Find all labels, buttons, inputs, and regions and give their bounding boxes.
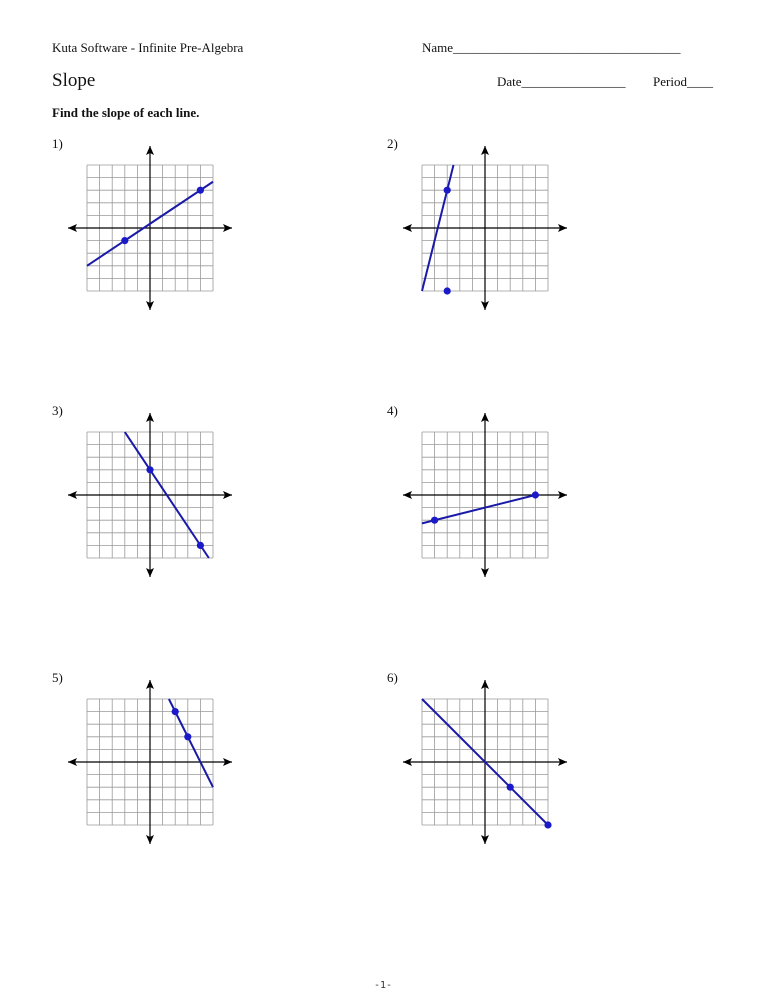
problem-5-number: 5)	[52, 670, 63, 685]
worksheet-title: Slope	[52, 70, 96, 91]
plotted-point-2	[184, 733, 191, 740]
plotted-point-1	[507, 784, 514, 791]
date-field-label: Date________________	[497, 74, 626, 89]
plotted-point-1	[121, 237, 128, 244]
plotted-point-1	[146, 466, 153, 473]
software-label: Kuta Software - Infinite Pre-Algebra	[52, 40, 244, 55]
problem-3-graph	[64, 409, 236, 581]
problem-6-graph	[399, 676, 571, 848]
plotted-point-1	[172, 708, 179, 715]
instructions: Find the slope of each line.	[52, 105, 200, 120]
problem-1-number: 1)	[52, 136, 63, 151]
problem-4-graph	[399, 409, 571, 581]
problem-1-graph	[64, 142, 236, 314]
plotted-point-1	[431, 517, 438, 524]
plotted-point-1	[444, 287, 451, 294]
axes	[68, 413, 232, 577]
name-field-label: Name___________________________________	[422, 40, 681, 55]
plotted-point-2	[197, 187, 204, 194]
problem-5-graph	[64, 676, 236, 848]
plotted-point-2	[444, 187, 451, 194]
axes	[68, 680, 232, 844]
problem-3-number: 3)	[52, 403, 63, 418]
problem-2-number: 2)	[387, 136, 398, 151]
plotted-point-2	[197, 542, 204, 549]
plotted-line	[422, 495, 535, 523]
period-field-label: Period____	[653, 74, 713, 89]
problem-4-number: 4)	[387, 403, 398, 418]
problem-6-number: 6)	[387, 670, 398, 685]
plotted-point-2	[532, 491, 539, 498]
axes	[68, 146, 232, 310]
problem-2-graph	[399, 142, 571, 314]
plotted-point-2	[544, 821, 551, 828]
page-number: -1-	[374, 980, 393, 991]
axes	[403, 146, 567, 310]
axes	[403, 413, 567, 577]
